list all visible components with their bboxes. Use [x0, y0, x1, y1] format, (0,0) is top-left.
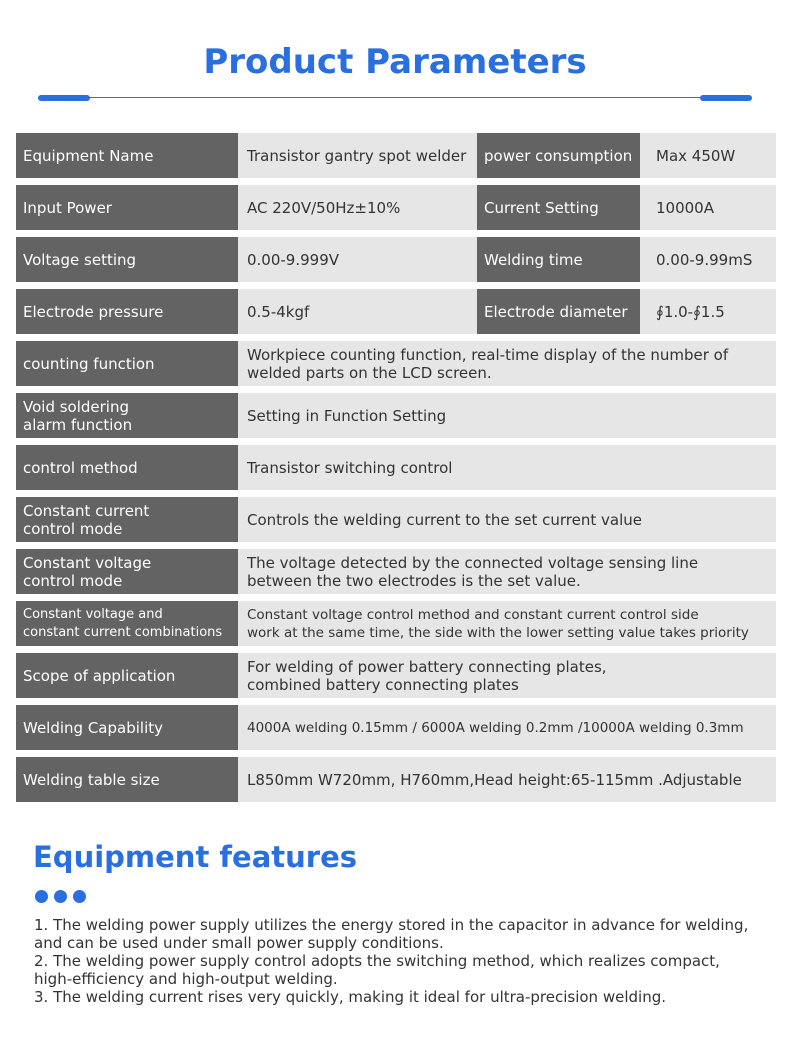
param-label: Electrode diameter	[477, 289, 640, 334]
table-row	[16, 237, 776, 282]
page-title: Product Parameters	[203, 42, 587, 82]
feature-item: 1. The welding power supply utilizes the energy stored in the capacitor in advance for welding, and can be used under small power supply conditions.	[34, 916, 749, 952]
table-row	[16, 185, 776, 230]
table-row	[16, 341, 776, 386]
param-value: 0.00-9.99mS	[640, 237, 776, 282]
param-label: Voltage setting	[16, 237, 238, 282]
title-divider-cap-right	[700, 95, 752, 101]
param-value: Transistor gantry spot welder	[238, 133, 477, 178]
dot-icon	[54, 890, 67, 903]
table-row	[16, 549, 776, 594]
param-label: Constant voltage and constant current combinations	[16, 601, 238, 646]
table-row	[16, 133, 776, 178]
param-value: Transistor switching control	[238, 445, 776, 490]
param-value: The voltage detected by the connected voltage sensing line between the two electrodes is the set value.	[238, 549, 776, 594]
table-row	[16, 393, 776, 438]
param-label: Void soldering alarm function	[16, 393, 238, 438]
param-value: 4000A welding 0.15mm / 6000A welding 0.2mm /10000A welding 0.3mm	[238, 705, 776, 750]
table-row	[16, 653, 776, 698]
features-list	[34, 916, 774, 1006]
table-row	[16, 601, 776, 646]
param-label: Constant voltage control mode	[16, 549, 238, 594]
dot-icon	[73, 890, 86, 903]
table-row	[16, 289, 776, 334]
param-value: For welding of power battery connecting plates, combined battery connecting plates	[238, 653, 776, 698]
param-value: AC 220V/50Hz±10%	[238, 185, 477, 230]
features-title: Equipment features	[33, 840, 357, 874]
title-divider	[38, 97, 752, 98]
param-label: Constant current control mode	[16, 497, 238, 542]
param-value: 0.5-4kgf	[238, 289, 477, 334]
table-row	[16, 445, 776, 490]
param-value: Setting in Function Setting	[238, 393, 776, 438]
param-label: Electrode pressure	[16, 289, 238, 334]
param-label: Current Setting	[477, 185, 640, 230]
param-label: Scope of application	[16, 653, 238, 698]
param-label: Welding table size	[16, 757, 238, 802]
feature-item: 3. The welding current rises very quickly, making it ideal for ultra-precision welding.	[34, 988, 666, 1006]
title-divider-cap-left	[38, 95, 90, 101]
feature-item: 2. The welding power supply control adopts the switching method, which realizes compact, high-efficiency and high-output welding.	[34, 952, 720, 988]
param-value: 0.00-9.999V	[238, 237, 477, 282]
param-label: counting function	[16, 341, 238, 386]
dot-icon	[35, 890, 48, 903]
table-row	[16, 757, 776, 802]
param-label: Input Power	[16, 185, 238, 230]
param-value: 10000A	[640, 185, 776, 230]
table-row	[16, 497, 776, 542]
param-label: Welding Capability	[16, 705, 238, 750]
param-value: Workpiece counting function, real-time display of the number of welded parts on the LCD screen.	[238, 341, 776, 386]
param-label: power consumption	[477, 133, 640, 178]
param-label: Equipment Name	[16, 133, 238, 178]
param-value: Constant voltage control method and constant current control side work at the same time, the side with the lower setting value takes priority	[238, 601, 776, 646]
param-label: control method	[16, 445, 238, 490]
param-value: L850mm W720mm, H760mm,Head height:65-115mm .Adjustable	[238, 757, 776, 802]
param-value: Controls the welding current to the set current value	[238, 497, 776, 542]
param-label: Welding time	[477, 237, 640, 282]
param-value: ∮1.0-∮1.5	[640, 289, 776, 334]
table-row	[16, 705, 776, 750]
param-value: Max 450W	[640, 133, 776, 178]
